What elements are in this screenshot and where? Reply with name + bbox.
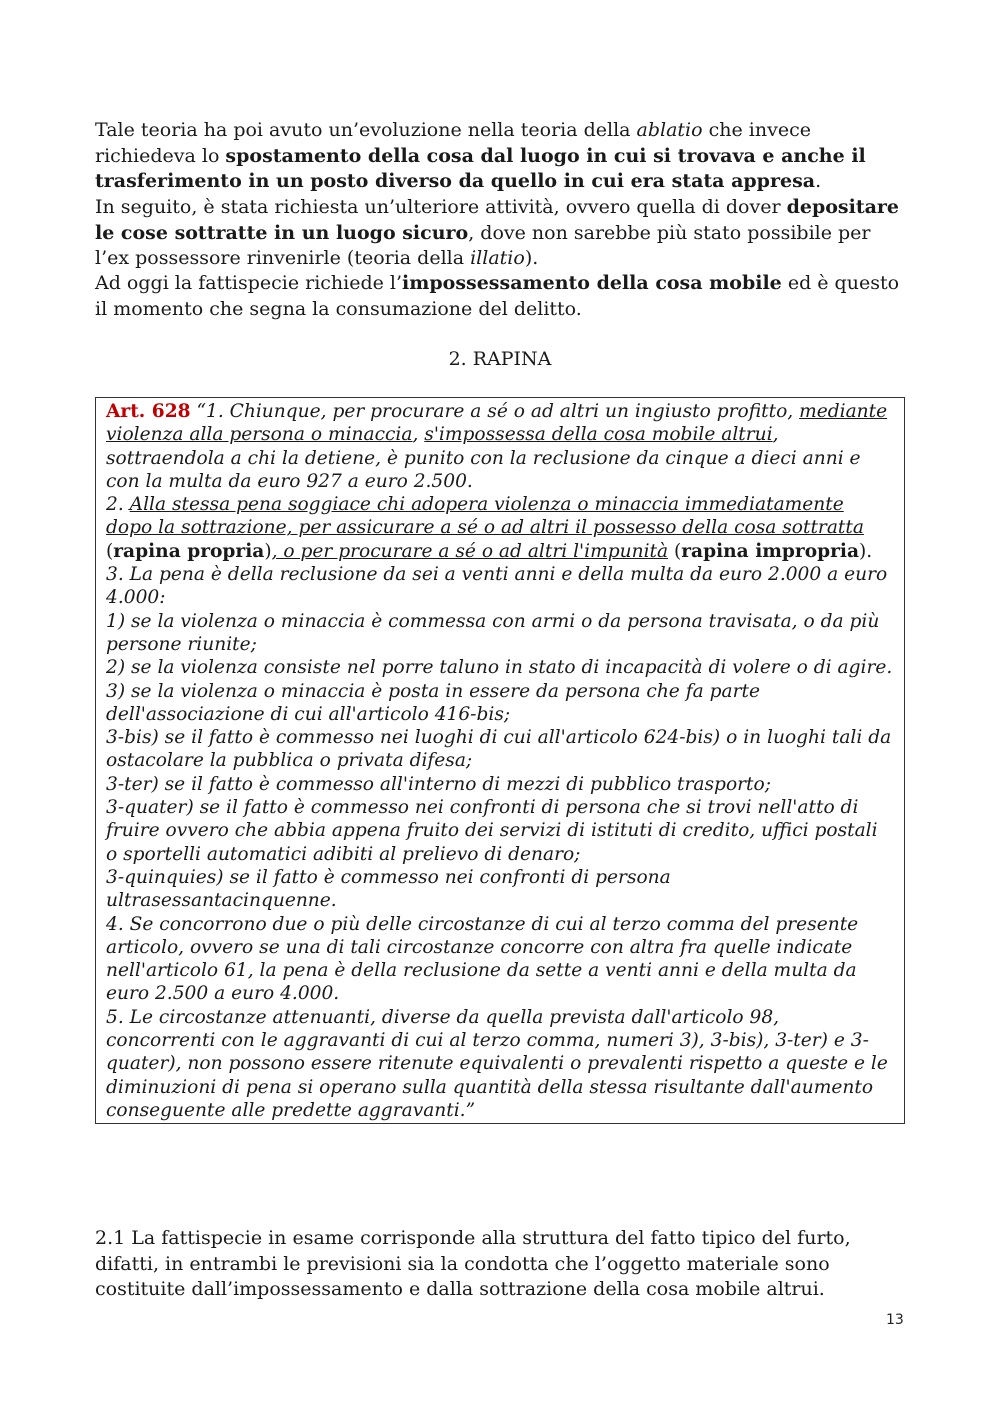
text: Tale teoria ha poi avuto un’evoluzione nella teoria della — [95, 119, 637, 141]
text: ) — [264, 540, 272, 562]
article-item-1: 1) se la violenza o minaccia è commessa con armi o da persona travisata, o da più persone riunite; — [106, 610, 880, 655]
term-ablatio: ablatio — [636, 119, 703, 141]
text: Ad oggi la fattispecie richiede l’ — [95, 272, 403, 294]
text: , — [412, 424, 425, 446]
section-heading: 2. RAPINA — [448, 348, 552, 370]
page-number: 13 — [886, 1312, 904, 1328]
text: In seguito, è stata richiesta un’ulteriore attività, ovvero quella di dover — [95, 196, 787, 218]
underlined-text: mediante violenza alla persona o minaccia — [106, 401, 888, 446]
intro-paragraph-illatio — [95, 195, 905, 272]
article-box — [95, 397, 905, 1124]
text: ed è questo il momento che segna la consumazione del delitto. — [95, 272, 900, 320]
bold-text: spostamento della cosa dal luogo in cui si trovava e anche il trasferimento in un posto diverso da quello in cui era stata appresa — [95, 144, 866, 193]
text: 2. — [106, 494, 130, 516]
text: ). — [859, 540, 873, 562]
intro-paragraph-today — [95, 271, 905, 322]
text: che invece richiedeva lo — [95, 119, 811, 167]
article-comma-2 — [106, 493, 894, 563]
text: “1. Chiunque, per procurare a sé o ad altri un ingiusto profitto, — [190, 401, 800, 422]
text: , sottraendola a chi la detiene, è punito con la reclusione da cinque a dieci anni e con la multa da euro 927 a euro 2.500. — [106, 424, 861, 492]
bold-text: depositare le cose sottratte in un luogo sicuro — [95, 196, 900, 244]
article-item-3-quater: 3-quater) se il fatto è commesso nei confronti di persona che si trovi nell'atto di fruire ovvero che abbia appena fruito dei servizi di istituti di credito, uffici postali o sportelli automatici adibiti al prelievo di denaro; — [106, 797, 878, 865]
article-item-3-ter: 3-ter) se il fatto è commesso all'interno di mezzi di pubblico trasporto; — [106, 773, 771, 795]
article-item-3-bis: 3-bis) se il fatto è commesso nei luoghi di cui all'articolo 624-bis) o in luoghi tali da ostacolare la pubblica o privata difesa; — [106, 727, 892, 772]
article-comma-3: 3. La pena è della reclusione da sei a venti anni e della multa da euro 2.000 a euro 4.000: — [106, 564, 888, 609]
bold-text: impossessamento della cosa mobile — [402, 272, 782, 294]
article-label: Art. 628 — [106, 401, 191, 422]
underlined-text: , o per procurare a sé o ad altri l'impunità — [271, 540, 669, 562]
article-comma-4: 4. Se concorrono due o più delle circostanze di cui al terzo comma del presente articolo, ovvero se una di tali circostanze concorre con altra fra quelle indicate nell'articolo 61, la pena è della reclusione da sette a venti anni e della multa da euro 2.500 a euro 4.000. — [106, 913, 859, 1005]
term-illatio: illatio — [470, 247, 525, 270]
article-comma-1 — [106, 400, 894, 493]
article-item-2: 2) se la violenza consiste nel porre taluno in stato di incapacità di volere o di agire. — [106, 657, 893, 679]
intro-paragraph-ablatio — [95, 118, 905, 195]
text: ( — [668, 540, 682, 562]
underlined-text: s'impossessa della cosa mobile altrui — [424, 424, 773, 446]
article-comma-5: 5. Le circostanze attenuanti, diverse da quella prevista dall'articolo 98, concorrenti con le aggravanti di cui al terzo comma, numeri 3), 3-bis), 3-ter) e 3-quater), non possono essere ritenute equivalenti o prevalenti rispetto a queste e le diminuzioni di pena si operano sulla quantità della stessa risultante dall'aumento conseguente alle predette aggravanti.” — [106, 1006, 888, 1121]
text: , dove non sarebbe più stato possibile per l’ex possessore rinvenirle (teoria della — [95, 221, 871, 270]
bold-text-rapina-impropria: rapina impropria — [681, 540, 860, 562]
article-item-3: 3) se la violenza o minaccia è posta in essere da persona che fa parte dell'associazione di cui all'articolo 416-bis; — [106, 680, 760, 725]
bold-text-rapina-propria: rapina propria — [113, 540, 265, 562]
text: . — [815, 170, 822, 193]
underlined-text: Alla stessa pena soggiace chi adopera violenza o minaccia immediatamente dopo la sottrazione, per assicurare a sé o ad altri il possesso della cosa sottratta — [106, 494, 864, 539]
text: ). — [524, 247, 539, 270]
closing-paragraph: 2.1 La fattispecie in esame corrisponde alla struttura del fatto tipico del furto, difatti, in entrambi le previsioni sia la condotta che l’oggetto materiale sono costituite dall’impossessamento e dalla sottrazione della cosa mobile altrui. — [95, 1227, 851, 1301]
article-item-3-quinquies: 3-quinquies) se il fatto è commesso nei confronti di persona ultrasessantacinquenne. — [106, 866, 671, 912]
text: ( — [106, 540, 114, 562]
